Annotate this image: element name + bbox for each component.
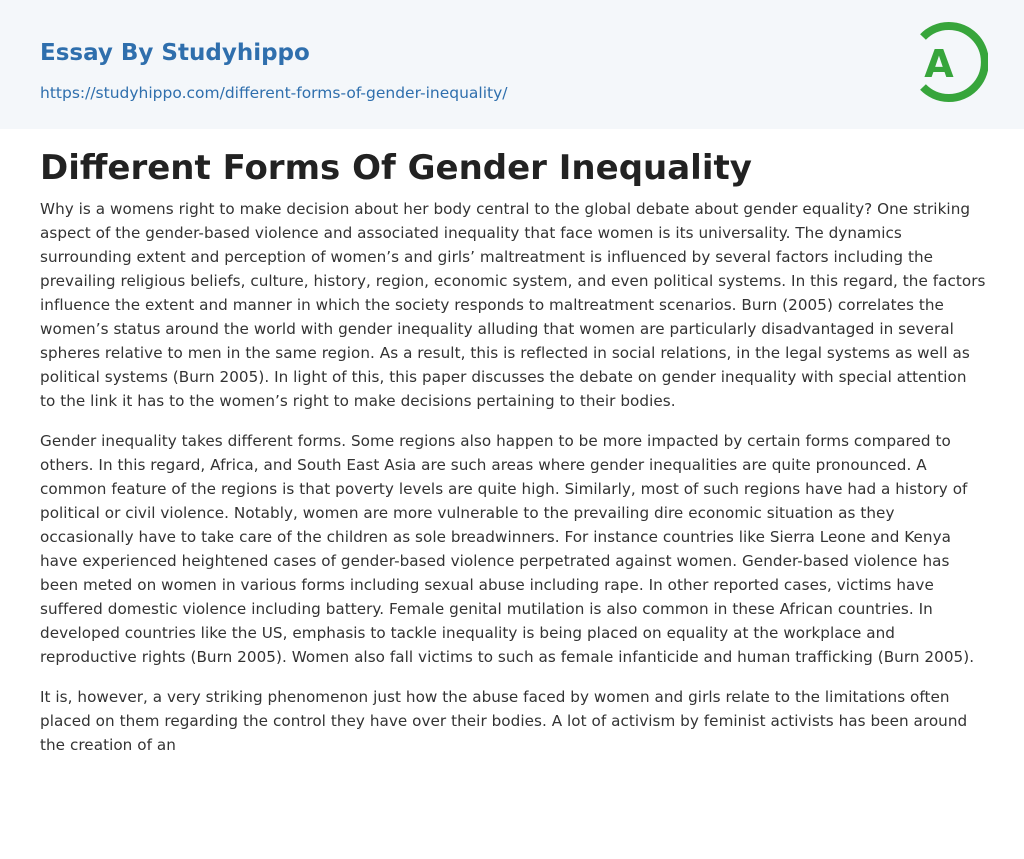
site-header bbox=[0, 0, 1024, 129]
article-paragraph-1: Why is a womens right to make decision about her body central to the global debate about gender equality? One striking aspect of the gender-based violence and associated inequality that face women is its universality. The dynamics surrounding extent and perception of women’s and girls’ maltreatment is influenced by several factors including the prevailing religious beliefs, culture, history, region, economic system, and even political systems. In this regard, the factors influence the extent and manner in which the society responds to maltreatment scenarios. Burn (2005) correlates the women’s status around the world with gender inequality alluding that women are particularly disadvantaged in several spheres relative to men in the same region. As a result, this is reflected in social relations, in the legal systems as well as political systems (Burn 2005). In light of this, this paper discusses the debate on gender inequality with special attention to the link it has to the women’s right to make decisions pertaining to their bodies. bbox=[40, 200, 986, 410]
site-name[interactable]: Essay By Studyhippo bbox=[40, 40, 310, 66]
studyhippo-logo-icon[interactable] bbox=[910, 18, 988, 106]
article-title: Different Forms Of Gender Inequality bbox=[40, 148, 752, 188]
article bbox=[40, 146, 986, 773]
page-url-link[interactable]: https://studyhippo.com/different-forms-of-gender-inequality/ bbox=[40, 84, 508, 102]
article-paragraph-2: Gender inequality takes different forms. Some regions also happen to be more impacted by certain forms compared to others. In this regard, Africa, and South East Asia are such areas where gender inequalities are quite pronounced. A common feature of the regions is that poverty levels are quite high. Similarly, most of such regions have had a history of political or civil violence. Notably, women are more vulnerable to the prevailing dire economic situation as they occasionally have to take care of the children as sole breadwinners. For instance countries like Sierra Leone and Kenya have experienced heightened cases of gender-based violence perpetrated against women. Gender-based violence has been meted on women in various forms including sexual abuse including rape. In other reported cases, victims have suffered domestic violence including battery. Female genital mutilation is also common in these African countries. In developed countries like the US, emphasis to tackle inequality is being placed on equality at the workplace and reproductive rights (Burn 2005). Women also fall victims to such as female infanticide and human trafficking (Burn 2005). bbox=[40, 432, 975, 666]
article-paragraph-3: It is, however, a very striking phenomenon just how the abuse faced by women and girls relate to the limitations often placed on them regarding the control they have over their bodies. A lot of activism by feminist activists has been around the creation of an bbox=[40, 688, 968, 754]
logo-letter: A bbox=[924, 42, 954, 86]
